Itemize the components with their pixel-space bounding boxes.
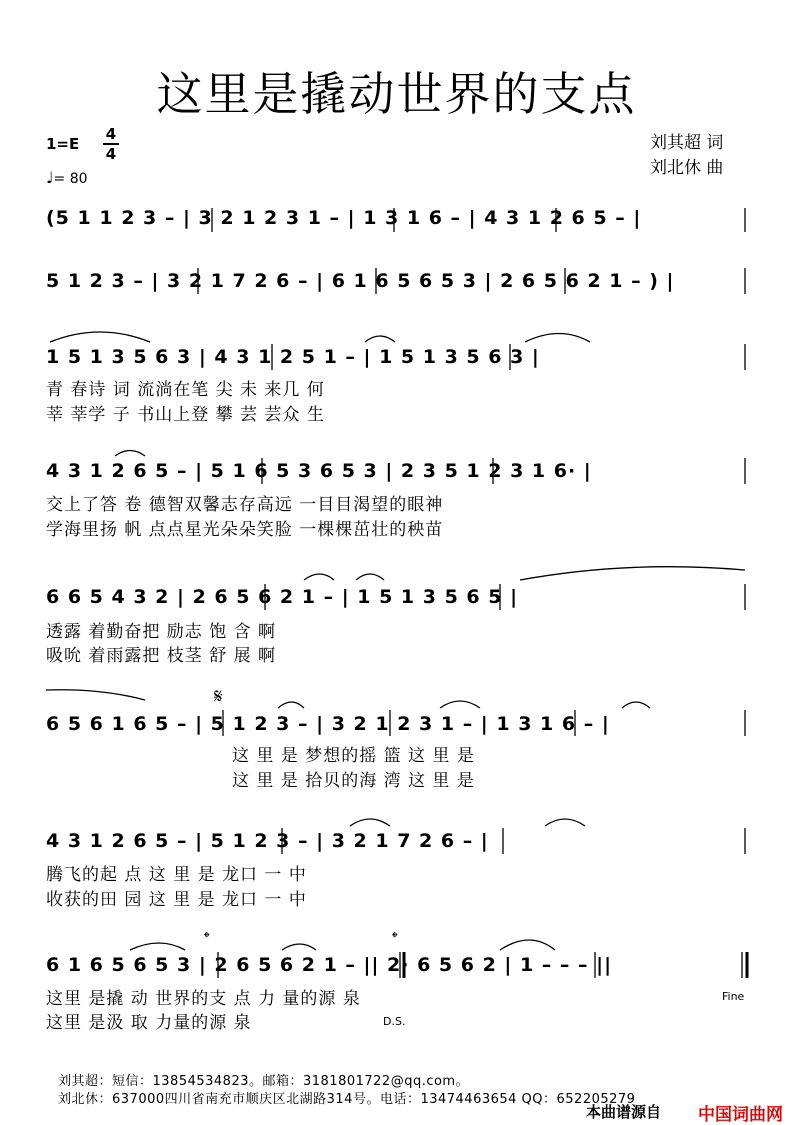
coda-sign-2: 𝄌	[392, 928, 398, 947]
slur	[130, 943, 185, 950]
time-signature-top: 4	[105, 125, 117, 143]
system-5-notes: 6 6 5 4 3 2 | 2 6 5 6 2 1 – | 1 5 1 3 5 6 5 |	[46, 586, 519, 608]
system-4-notes: 4 3 1 2 6 5 – | 5 1 6 5 3 6 5 3 | 2 3 5 1 2 3 1 6· |	[46, 460, 592, 482]
system-8-notes: 6 1 6 5 6 5 3 | 2 6 5 6 2 1 – || 2· 6 5 6 2 | 1 – – – ||	[46, 954, 613, 976]
key-signature: 1=E	[46, 135, 80, 153]
segno-sign: 𝄋	[214, 684, 223, 708]
slur	[520, 567, 745, 580]
system-3-notes: 1 5 1 3 5 6 3 | 4 3 1 2 5 1 – | 1 5 1 3 5 6 3 |	[46, 346, 540, 368]
slur	[115, 451, 145, 457]
slur	[545, 819, 585, 826]
system-7-verse-1: 腾飞的起 点 这 里 是 龙口 一 中	[46, 865, 307, 885]
system-3-verse-2: 莘 莘学 子 书山上登 攀 芸 芸众 生	[46, 405, 325, 425]
lyricist-credit: 刘其超 词	[650, 133, 724, 153]
system-6-verse-1: 这 里 是 梦想的摇 篮 这 里 是	[232, 746, 475, 766]
system-6-verse-2: 这 里 是 拾贝的海 湾 这 里 是	[232, 771, 475, 791]
system-1-notes: (5 1 1 2 3 – | 3 2 1 2 3 1 – | 1 3 1 6 – | 4 3 1 2 6 5 – |	[46, 207, 642, 229]
source-site-link[interactable]: 中国词曲网	[698, 1105, 783, 1125]
system-5-verse-1: 透露 着勤奋把 励志 饱 含 啊	[46, 622, 277, 642]
slur	[365, 336, 395, 342]
system-2-notes: 5 1 2 3 – | 3 2 1 7 2 6 – | 6 1 6 5 6 5 3 | 2 6 5 6 2 1 – ) |	[46, 270, 675, 292]
slur	[356, 574, 384, 580]
slur	[500, 940, 555, 950]
system-8-verse-1: 这里 是撬 动 世界的支 点 力 量的源 泉	[46, 989, 361, 1009]
system-8-verse-2: 这里 是汲 取 力量的源 泉	[46, 1013, 252, 1033]
fine-marking: Fine	[722, 990, 745, 1003]
slur	[282, 944, 316, 950]
slur	[278, 702, 304, 708]
composer-credit: 刘北休 曲	[650, 158, 724, 178]
slur	[525, 334, 590, 343]
coda-sign-1: 𝄌	[204, 928, 210, 947]
system-4-verse-1: 交上了答 卷 德智双馨志存高远 一目目渴望的眼神	[46, 495, 444, 515]
page-title: 这里是撬动世界的支点	[156, 67, 637, 121]
system-7-notes: 4 3 1 2 6 5 – | 5 1 2 3 – | 3 2 1 7 2 6 – |	[46, 830, 489, 852]
slur	[50, 332, 150, 342]
system-3-verse-1: 青 春诗 词 流淌在笔 尖 未 来几 何	[46, 380, 325, 400]
time-signature-bottom: 4	[105, 145, 117, 163]
system-7-verse-2: 收获的田 园 这 里 是 龙口 一 中	[46, 890, 307, 910]
system-6-notes: 6 5 6 1 6 5 – | 5 1 2 3 – | 3 2 1 2 3 1 – | 1 3 1 6 – |	[46, 713, 610, 735]
slur	[622, 702, 650, 708]
ds-marking: D.S.	[383, 1015, 406, 1028]
slur	[304, 574, 334, 580]
footer-line-2: 刘北休：637000四川省南充市顺庆区北湖路314号。电话：13474463654 QQ：652205279	[58, 1092, 636, 1107]
slur	[440, 701, 480, 708]
tempo-value: = 80	[53, 171, 88, 187]
system-4-verse-2: 学海里扬 帆 点点星光朵朵笑脸 一棵棵茁壮的秧苗	[46, 520, 444, 540]
slur	[46, 690, 145, 700]
quarter-note-icon: ♩	[46, 168, 54, 187]
footer-line-1: 刘其超：短信：13854534823。邮箱：3181801722@qq.com。	[58, 1074, 470, 1089]
source-label: 本曲谱源自	[586, 1103, 662, 1121]
slur	[350, 819, 390, 826]
system-5-verse-2: 吸吮 着雨露把 枝茎 舒 展 啊	[46, 646, 277, 666]
